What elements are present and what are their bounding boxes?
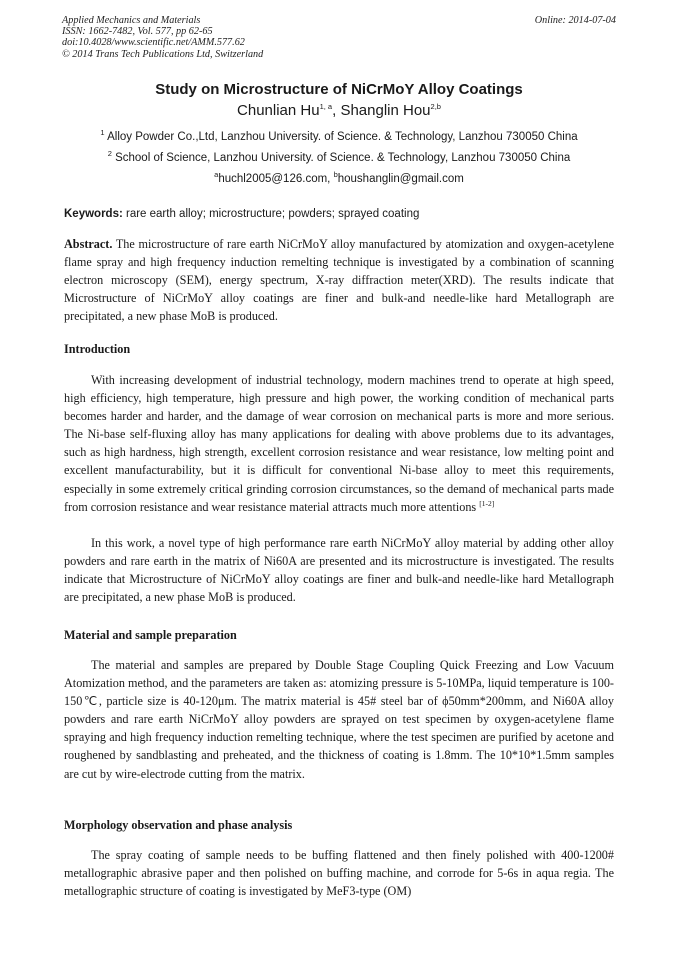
journal-name: Applied Mechanics and Materials (62, 15, 201, 26)
author-name: Shanglin Hou (340, 102, 431, 119)
paragraph-text: With increasing development of industrial technology, modern machines trend to operate at high speed, high efficiency, high temperature, high pressure and high power, the working condition of mechanical parts becomes harder and harder, and the damage of wear corrosion on mechanical parts is more and more serious. The Ni-base self-fluxing alloy has many applications for dealing with above problems due to its advantages, such as high hardness, high strength, excellent corrosion resistance and wear resistance, low melting point and excellent manufacturability, but it is difficult for conventional Ni-base alloy to meet this requirements, especially in some extremely critical grinding corrosion circumstances, so the demand of mechanical parts made from corrosion resistance and wear resistance material attracts much more attentions (64, 373, 614, 514)
affiliation-number: 2 (107, 149, 112, 159)
email-superscript: b (333, 170, 338, 180)
author-separator: , (332, 102, 341, 119)
section-heading-introduction: Introduction (64, 342, 131, 356)
email-address: huchl2005@126.com, (218, 173, 334, 185)
affiliation-text: Alloy Powder Co.,Ltd, Lanzhou University. of Science. & Technology, Lanzhou 730050 China (107, 131, 578, 143)
keywords-line (64, 208, 419, 220)
author-superscript: 2,b (430, 102, 441, 111)
paper-title: Study on Microstructure of NiCrMoY Alloy Coatings (155, 81, 523, 98)
issn-line: ISSN: 1662-7482, Vol. 577, pp 62-65 (62, 26, 213, 38)
section-heading-morphology: Morphology observation and phase analysis (64, 818, 293, 832)
email-superscript: a (214, 170, 219, 180)
online-date: Online: 2014-07-04 (534, 15, 616, 26)
section-heading-material: Material and sample preparation (64, 628, 237, 642)
paragraph: The material and samples are prepared by Double Stage Coupling Quick Freezing and Low Vacuum Atomization method, and the parameters are taken as: atomizing pressure is 5-10MPa, liquid temperature is 100-150℃, particle size is 40-120μm. The matrix material is 45# steel bar of ϕ50mm*200mm, and Ni60A alloy powders and rare earth NiCrMoY alloy powders are sprayed on test specimen by oxygen-acetylene flame spraying and high frequency induction remelting technique, where the test specimen are purified by acetone and roughened by sandblasting and preheated, and the thickness of coating is 1.8mm. The 10*10*1.5mm samples are cut by wire-electrode cutting from the matrix. (64, 658, 614, 781)
author-emails (0, 170, 678, 185)
affiliation-text: School of Science, Lanzhou University. of Science. & Technology, Lanzhou 730050 China (115, 152, 571, 164)
author-name: Chunlian Hu (237, 102, 320, 119)
paragraph (64, 371, 614, 516)
affiliation-number: 1 (100, 128, 105, 138)
introduction-body (64, 371, 614, 606)
abstract-label: Abstract. (64, 237, 113, 251)
abstract-text: The microstructure of rare earth NiCrMoY alloy manufactured by atomization and oxygen-acetylene flame spray and high frequency induction remelting technique is investigated by a combination of scanning electron microscopy (SEM), energy spectrum, X-ray diffraction meter(XRD). The results indicate that Microstructure of NiCrMoY alloy coatings are finer and bulk-and needle-like hard Metallograph are precipitated, a new phase MoB is produced. (64, 237, 614, 324)
keywords-label: Keywords: (64, 208, 123, 220)
doi-line: doi:10.4028/www.scientific.net/AMM.577.62 (62, 37, 245, 49)
abstract (64, 235, 614, 325)
affiliation-1 (0, 128, 678, 143)
email-address: houshanglin@gmail.com (337, 173, 464, 185)
author-line (0, 102, 678, 119)
copyright-line: © 2014 Trans Tech Publications Ltd, Switzerland (62, 48, 264, 60)
paragraph: In this work, a novel type of high performance rare earth NiCrMoY alloy material by adding other alloy powders and rare earth in the matrix of Ni60A are presented and its microstructure is investigated. The results indicate that Microstructure of NiCrMoY alloy coatings are finer and bulk-and needle-like hard Metallograph are precipitated, a new phase MoB is produced. (64, 535, 614, 605)
material-body (64, 656, 614, 783)
affiliation-2 (0, 149, 678, 164)
morphology-body (64, 846, 614, 900)
running-header (62, 15, 616, 60)
paragraph: The spray coating of sample needs to be buffing flattened and then finely polished with 400-1200# metallographic abrasive paper and then polished on buffing machine, and corrode for 5-6s in aqua regia. The metallographic structure of coating is investigated by MeF3-type (OM) (64, 848, 614, 899)
author-superscript: 1, a (319, 102, 333, 111)
keywords-text: rare earth alloy; microstructure; powders; sprayed coating (122, 208, 420, 220)
citation: [1-2] (479, 498, 495, 508)
